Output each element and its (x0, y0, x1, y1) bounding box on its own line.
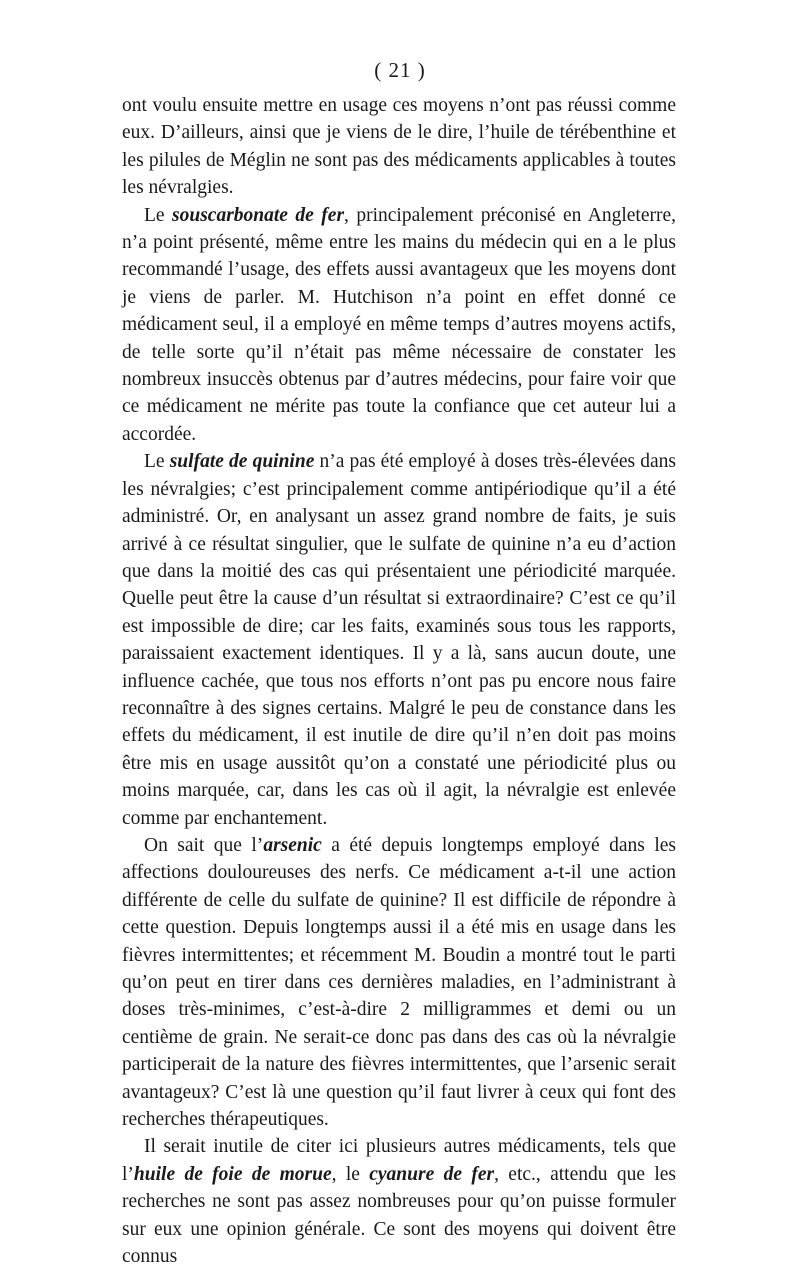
page-number: ( 21 ) (374, 58, 426, 82)
text-run: , le (331, 1163, 370, 1185)
italic-term: souscarbonate de fer (172, 204, 345, 226)
text-run: ont voulu ensuite mettre en usage ces moyens n’ont pas réussi comme eux. D’ailleurs, ainsi que je viens de le dire, l’huile de térébenthine et les pilules de Méglin ne sont pas des médicaments applicables à toutes les névralgies. (122, 95, 676, 199)
text-run: a été depuis longtemps employé dans les affections douloureuses des nerfs. Ce médicament a-t-il une action différente de celle du sulfate de quinine? Il est difficile de répondre à cette question. Depuis longtemps aussi il a été mis en usage dans les fièvres intermittentes; et récemment M. Boudin a montré tout le parti qu’on peut en tirer dans ces dernières maladies, en l’administrant à doses très-minimes, c’est-à-dire 2 milligrammes et demi ou un centième de grain. Ne serait-ce donc pas dans des cas où la névralgie participerait de la nature des fièvres intermittentes, que l’arsenic serait avantageux? C’est là une question qu’il faut livrer à ceux qui font des recherches thérapeutiques. (122, 834, 676, 1131)
text-run: Il serait inutile de citer ici plusieurs autres médicaments, tels que l’ (122, 1136, 676, 1185)
text-run: , etc., attendu que les recherches ne sont pas assez nombreuses pour qu’on puisse formuler sur eux une opinion générale. Ce sont des moyens qui doivent être connus (122, 1163, 677, 1268)
italic-term: arsenic (263, 834, 322, 856)
paragraph (122, 92, 676, 202)
text-run: Le (144, 451, 170, 473)
italic-term: sulfate de quinine (169, 451, 315, 473)
body-text (122, 92, 676, 1270)
text-run: Le (144, 204, 173, 226)
italic-term: huile de foie de morue (133, 1163, 332, 1185)
paragraph (122, 448, 676, 832)
text-run: On sait que l’ (144, 834, 264, 856)
text-run: , principalement préconisé en Angleterre, n’a point présenté, même entre les mains du médecin qui en a le plus recommandé l’usage, des effets aussi avantageux que les moyens dont je viens de parler. M. Hutchison n’a point en effet donné ce médicament seul, il a employé en même temps d’autres moyens actifs, de telle sorte qu’il n’était pas même nécessaire de constater les nombreux insuccès obtenus par d’autres médecins, pour faire voir que ce médicament ne mérite pas toute la confiance que cet auteur lui a accordée. (122, 204, 676, 445)
paragraph (122, 1133, 676, 1270)
paragraph (122, 202, 676, 449)
italic-term: cyanure de fer (369, 1163, 495, 1185)
paragraph (122, 832, 676, 1133)
text-run: n’a pas été employé à doses très-élevées dans les névralgies; c’est principalement comme antipériodique qu’il a été administré. Or, en analysant un assez grand nombre de faits, je suis arrivé à ce résultat singulier, que le sulfate de quinine n’a eu d’action que dans la moitié des cas qui présentaient une périodicité marquée. Quelle peut être la cause d’un résultat si extraordinaire? C’est ce qu’il est impossible de dire; car les faits, examinés sous tous les rapports, paraissaient exactement identiques. Il y a là, sans aucun doute, une influence cachée, que tous nos efforts n’ont pas pu encore nous faire reconnaître à des signes certains. Malgré le peu de constance dans les effets du médicament, il est inutile de dire qu’il n’en doit pas moins être mis en usage aussitôt qu’on a constaté une périodicité plus ou moins marquée, car, dans les cas où il agit, la névralgie est enlevée comme par enchantement. (122, 451, 676, 829)
